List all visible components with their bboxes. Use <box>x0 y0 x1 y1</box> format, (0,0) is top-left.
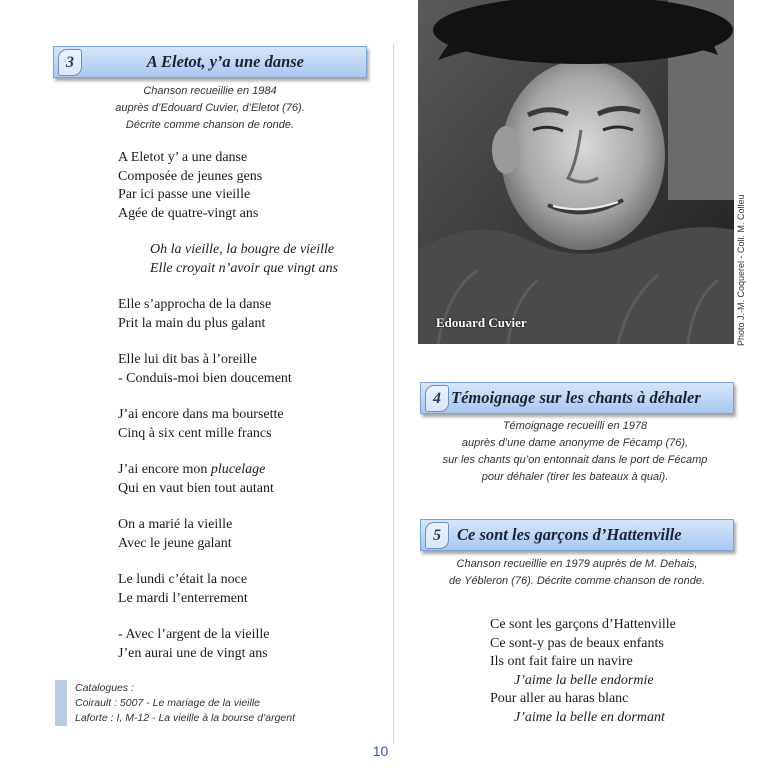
verse-line: Le mardi l’enterrement <box>118 590 248 606</box>
catalogue-entry: Laforte : I, M-12 - La vieille à la bourse d’argent <box>75 712 296 724</box>
intro-line: Chanson recueillie en 1984 <box>143 85 277 97</box>
section-3-song <box>118 149 338 663</box>
section-5-song <box>490 616 676 727</box>
section-4-title: Témoignage sur les chants à déhaler <box>451 388 701 407</box>
section-4-number: 4 <box>425 385 449 412</box>
section-3-number: 3 <box>58 49 82 76</box>
portrait-image <box>418 0 734 344</box>
verse-line: Composée de jeunes gens <box>118 168 263 184</box>
intro-line: pour déhaler (tirer les bateaux à quai). <box>481 471 669 483</box>
section-5-title: Ce sont les garçons d’Hattenville <box>457 525 682 544</box>
verse-line: Cinq à six cent mille francs <box>118 425 272 441</box>
verse-line: Avec le jeune galant <box>118 535 232 551</box>
section-5-number: 5 <box>425 522 449 549</box>
verse-line: J’ai encore dans ma boursette <box>118 407 284 422</box>
section-4-intro <box>400 418 750 486</box>
catalogue-bar <box>55 680 67 726</box>
portrait-photo <box>418 0 734 344</box>
section-4-banner <box>420 382 734 414</box>
refrain-line: Elle croyait n’avoir que vingt ans <box>150 260 339 276</box>
refrain-line: Oh la vieille, la bougre de vieille <box>150 242 335 257</box>
intro-line: auprès d’une dame anonyme de Fécamp (76), <box>461 437 689 449</box>
verse-line: - Conduis-moi bien doucement <box>118 370 292 386</box>
verse-line: Qui en vaut bien tout autant <box>118 480 274 496</box>
intro-line: sur les chants qu’on entonnait dans le port de Fécamp <box>442 454 708 466</box>
intro-line: Chanson recueillie en 1979 auprès de M. Dehais, <box>456 558 698 570</box>
verse-line: Pour aller au haras blanc <box>490 691 629 706</box>
verse-line: Ils ont fait faire un navire <box>490 654 633 669</box>
intro-line: Témoignage recueilli en 1978 <box>502 420 648 432</box>
verse-line: J’en aurai une de vingt ans <box>118 645 268 661</box>
verse-line: J’ai encore mon plucelage <box>118 462 266 477</box>
photo-credit: Photo J.-M. Coquerel - Coll. M. Colleu <box>736 194 746 346</box>
verse-line: Prit la main du plus galant <box>118 315 266 331</box>
verse-line: Ce sont-y pas de beaux enfants <box>490 635 664 651</box>
catalogue-heading: Catalogues : <box>75 682 134 694</box>
column-divider <box>393 44 394 744</box>
verse-line: Agée de quatre-vingt ans <box>118 205 259 221</box>
catalogues <box>75 681 295 726</box>
verse-line: Elle lui dit bas à l’oreille <box>118 352 257 367</box>
refrain-line: J’aime la belle en dormant <box>514 709 665 725</box>
verse-line: Ce sont les garçons d’Hattenville <box>490 617 676 632</box>
section-3-banner <box>53 46 367 78</box>
verse-line: Le lundi c’était la noce <box>118 572 248 587</box>
section-3-intro <box>100 83 320 134</box>
section-3-title: A Eletot, y’a une danse <box>146 52 304 71</box>
verse-line: Elle s’approcha de la danse <box>118 297 272 312</box>
catalogue-entry: Coirault : 5007 - Le mariage de la vieille <box>75 697 261 709</box>
verse-line: Par ici passe une vieille <box>118 187 251 202</box>
intro-line: de Yébleron (76). Décrite comme chanson de ronde. <box>449 575 705 587</box>
verse-line: - Avec l’argent de la vieille <box>118 627 270 642</box>
verse-line: A Eletot y’ a une danse <box>118 150 248 165</box>
intro-line: auprès d’Edouard Cuvier, d’Eletot (76). <box>115 102 305 114</box>
intro-line: Décrite comme chanson de ronde. <box>125 119 295 131</box>
page-number: 10 <box>372 743 389 759</box>
verse-line: On a marié la vieille <box>118 517 233 532</box>
section-5-intro <box>420 556 734 590</box>
refrain-line: J’aime la belle endormie <box>514 672 654 688</box>
photo-caption: Edouard Cuvier <box>436 315 527 330</box>
section-5-banner <box>420 519 734 551</box>
